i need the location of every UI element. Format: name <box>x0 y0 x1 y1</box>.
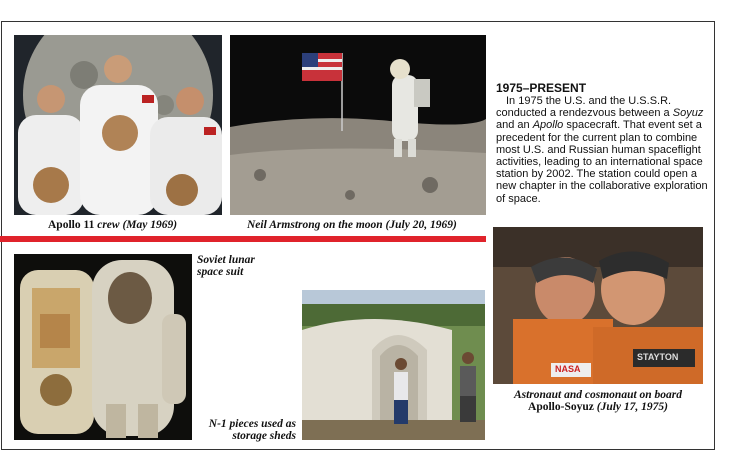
sidebar-title: 1975–PRESENT <box>496 81 587 95</box>
n1-sheds-photo <box>302 290 485 440</box>
apollo-crew-caption: Apollo 11 crew (May 1969) <box>48 219 178 231</box>
soviet-suit-caption: Soviet lunar space suit <box>197 254 255 278</box>
n1-sheds-caption: N-1 pieces used as storage sheds <box>208 418 296 442</box>
apollo-soyuz-photo <box>493 227 703 384</box>
armstrong-caption: Neil Armstrong on the moon (July 20, 1969) <box>247 219 457 231</box>
red-divider-bar <box>0 236 486 242</box>
soviet-suit-photo <box>14 254 192 440</box>
stayton-name-tag: STAYTON <box>637 352 679 362</box>
nasa-badge-text: NASA <box>555 364 581 374</box>
moon-landing-photo <box>230 35 486 215</box>
sidebar-body: In 1975 the U.S. and the U.S.S.R. conducted a rendezvous between a Soyuz and an Apollo spacecraft. That event set a precedent for the current plan to combine most U.S. and Russian human spaceflight activities, leading to an international space station by 2002. The station could open a new chapter in the collaborative exploration of space. <box>496 95 708 205</box>
apollo-crew-photo <box>14 35 222 215</box>
apollo-soyuz-caption: Astronaut and cosmonaut on board Apollo-Soyuz (July 17, 1975) <box>513 389 683 413</box>
